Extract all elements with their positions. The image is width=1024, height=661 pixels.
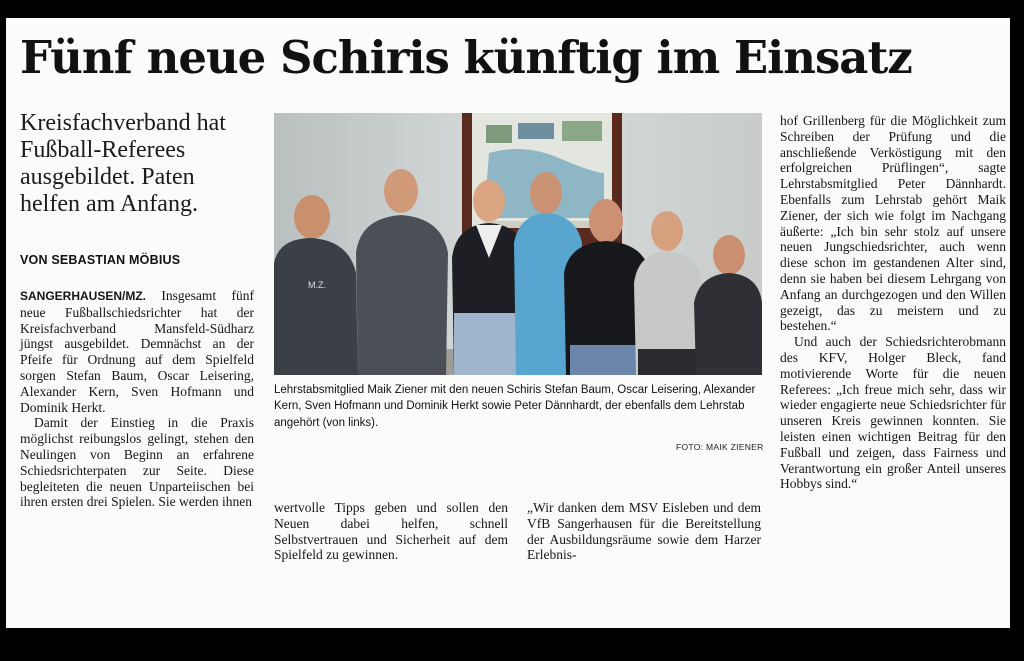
- text-column-1: [20, 288, 254, 510]
- dateline: SANGERHAUSEN/MZ.: [20, 289, 147, 303]
- paragraph-3: wertvolle Tipps geben und sollen den Neuen dabei helfen, schnell Selbstvertrauen und Sicherheit auf dem Spielfeld zu gewinnen.: [274, 500, 508, 563]
- group-photo-illustration: [274, 113, 762, 375]
- photo-credit: FOTO: MAIK ZIENER: [676, 442, 764, 452]
- paragraph-2: Damit der Einstieg in die Praxis möglichst reibungslos gelingt, stehen den Neulingen von Beginn an erfahrene Schiedsrichterpaten zur Seite. Diese begleiteten die neuen Unparteiischen bei ihren ersten drei Spielen. Sie werden ihnen: [20, 415, 254, 510]
- text-column-2: [274, 500, 508, 563]
- paragraph-4: „Wir danken dem MSV Eisleben und dem VfB Sangerhausen für die Bereitstellung der Ausbildungsräume sowie dem Harzer Erlebnis-: [527, 500, 761, 563]
- article-byline: VON SEBASTIAN MÖBIUS: [20, 253, 181, 267]
- article-photo: [274, 113, 762, 375]
- jacket-print: M.Z.: [308, 280, 326, 290]
- lead-paragraph: [20, 288, 254, 415]
- photo-caption: Lehrstabsmitglied Maik Ziener mit den neuen Schiris Stefan Baum, Oscar Leisering, Alexander Kern, Sven Hofmann und Dominik Herkt sowie Peter Dännhardt, der ebenfalls dem Lehrstab angehört (von links).: [274, 384, 756, 429]
- text-column-4: [780, 113, 1006, 492]
- paragraph-6: Und auch der Schiedsrichterobmann des KFV, Holger Bleck, fand motivierende Worte für die neuen Referees: „Ich freue mich sehr, dass wir wieder engagierte neue Schiedsrichter für unseren Kreis gewinnen konnten. Sie leisten einen wichtigen Beitrag für den Fußball und zeigen, dass Fairness und Verantwortung ein großer Anteil unseres Hobbys sind.“: [780, 334, 1006, 492]
- article-deck: Kreisfachverband hat Fußball-Referees ausgebildet. Paten helfen am Anfang.: [20, 110, 226, 217]
- newspaper-page: [6, 18, 1010, 628]
- text-column-3: [527, 500, 761, 563]
- article-headline: Fünf neue Schiris künftig im Einsatz: [20, 31, 912, 84]
- lead-paragraph-text: Insgesamt fünf neue Fußballschiedsrichter hat der Kreisfachverband Mansfeld-Südharz jüngst ausgebildet. Demnächst an der Pfeife für Ordnung auf dem Spielfeld sorgen Stefan Baum, Oscar Leisering, Alexander Kern, Sven Hofmann und Dominik Herkt.: [20, 288, 254, 415]
- paragraph-5: hof Grillenberg für die Möglichkeit zum Schreiben der Prüfung und die anschließende Verköstigung mit den erfolgreichen Prüflingen“, sagte Lehrstabsmitglied Peter Dännhardt. Ebenfalls zum Lehrstab gehört Maik Ziener, der sich wie folgt im Nachgang äußerte: „Ich bin sehr stolz auf unsere neuen Jungschiedsrichter, auch wenn diese schon im gestandenen Alter sind, denn sie haben bei diesem Lehrgang von Anfang an durchgezogen und den Willen gezeigt, das zu meistern und zu bestehen.“: [780, 113, 1006, 334]
